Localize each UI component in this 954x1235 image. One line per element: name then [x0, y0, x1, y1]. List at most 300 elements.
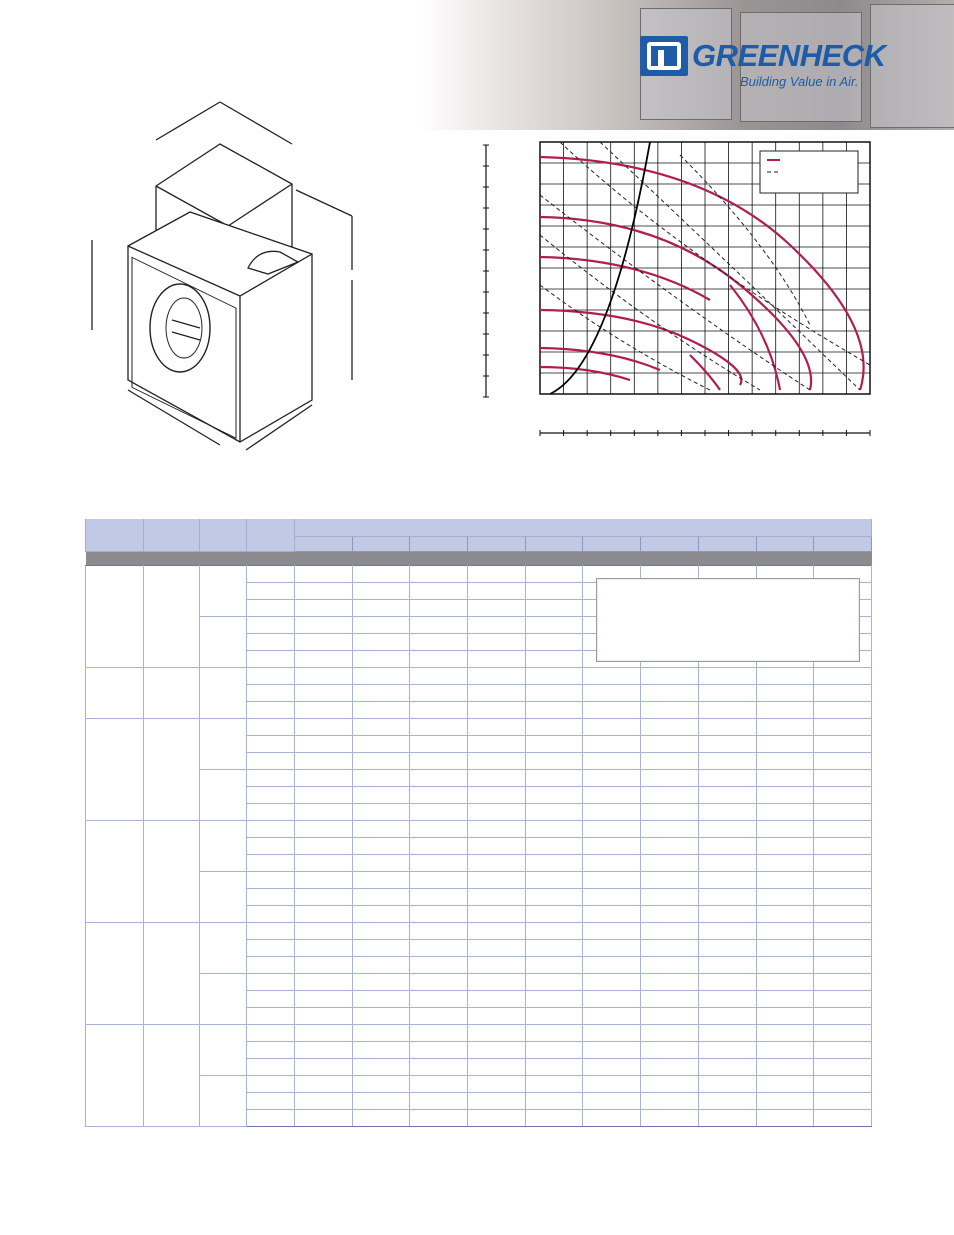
table-data-cell	[814, 906, 872, 923]
table-data-cell	[814, 1008, 872, 1025]
table-data-cell	[757, 974, 814, 991]
table-data-cell	[526, 719, 583, 736]
fan-curve	[730, 285, 780, 390]
table-data-cell	[526, 583, 583, 600]
table-subgroup-cell	[200, 872, 247, 923]
table-data-cell	[247, 872, 295, 889]
table-data-cell	[468, 583, 526, 600]
table-data-cell	[353, 1110, 410, 1127]
table-data-cell	[295, 1025, 353, 1042]
table-data-cell	[353, 974, 410, 991]
table-data-cell	[757, 1025, 814, 1042]
table-data-cell	[583, 1025, 641, 1042]
table-data-cell	[410, 889, 468, 906]
table-data-cell	[410, 940, 468, 957]
table-data-cell	[641, 974, 699, 991]
table-data-cell	[353, 668, 410, 685]
table-data-cell	[757, 770, 814, 787]
table-data-cell	[295, 855, 353, 872]
table-header-span-cell	[295, 519, 872, 537]
fan-curve	[540, 310, 741, 385]
table-data-cell	[247, 1008, 295, 1025]
table-data-cell	[699, 974, 757, 991]
table-data-cell	[757, 702, 814, 719]
table-data-cell	[641, 668, 699, 685]
table-data-cell	[353, 906, 410, 923]
table-data-cell	[757, 991, 814, 1008]
table-data-cell	[641, 736, 699, 753]
table-data-cell	[468, 1076, 526, 1093]
table-data-cell	[247, 566, 295, 583]
table-subgroup-cell	[200, 1076, 247, 1127]
fan-performance-curve-chart	[480, 135, 880, 440]
table-data-cell	[699, 668, 757, 685]
fan-curve	[540, 257, 710, 300]
table-row	[86, 821, 872, 838]
table-subgroup-cell	[200, 719, 247, 770]
table-data-cell	[468, 1042, 526, 1059]
table-subgroup-cell	[200, 1025, 247, 1076]
table-data-cell	[699, 753, 757, 770]
table-data-cell	[814, 889, 872, 906]
table-data-cell	[295, 906, 353, 923]
table-data-cell	[814, 685, 872, 702]
table-data-cell	[353, 889, 410, 906]
table-data-cell	[295, 617, 353, 634]
table-data-cell	[410, 1110, 468, 1127]
table-data-cell	[699, 1110, 757, 1127]
table-data-cell	[247, 1110, 295, 1127]
table-data-cell	[410, 753, 468, 770]
table-data-cell	[526, 753, 583, 770]
table-row	[86, 1025, 872, 1042]
table-data-cell	[247, 940, 295, 957]
table-data-cell	[814, 719, 872, 736]
table-data-cell	[814, 702, 872, 719]
table-data-cell	[583, 889, 641, 906]
table-data-cell	[699, 889, 757, 906]
table-data-cell	[757, 957, 814, 974]
table-data-cell	[410, 770, 468, 787]
table-data-cell	[410, 974, 468, 991]
table-data-cell	[410, 566, 468, 583]
table-row	[86, 974, 872, 991]
table-data-cell	[641, 1008, 699, 1025]
table-data-cell	[583, 753, 641, 770]
table-data-cell	[468, 651, 526, 668]
table-data-cell	[353, 821, 410, 838]
table-data-cell	[526, 889, 583, 906]
table-data-cell	[814, 736, 872, 753]
table-data-cell	[757, 1059, 814, 1076]
table-data-cell	[814, 855, 872, 872]
table-data-cell	[526, 617, 583, 634]
table-header-cell	[200, 519, 247, 552]
table-model-cell	[86, 1025, 144, 1127]
table-data-cell	[757, 685, 814, 702]
table-subheader-cell	[353, 537, 410, 552]
table-data-cell	[247, 583, 295, 600]
table-data-cell	[353, 804, 410, 821]
table-data-cell	[295, 651, 353, 668]
table-data-cell	[814, 923, 872, 940]
table-data-cell	[699, 838, 757, 855]
table-data-cell	[247, 753, 295, 770]
table-data-cell	[468, 668, 526, 685]
table-data-cell	[699, 1025, 757, 1042]
table-data-cell	[353, 634, 410, 651]
table-data-cell	[814, 787, 872, 804]
table-data-cell	[526, 1076, 583, 1093]
table-subheader-cell	[641, 537, 699, 552]
table-data-cell	[757, 719, 814, 736]
table-data-cell	[468, 821, 526, 838]
table-data-cell	[699, 855, 757, 872]
table-data-cell	[526, 566, 583, 583]
table-data-cell	[583, 821, 641, 838]
table-data-cell	[641, 1076, 699, 1093]
table-data-cell	[295, 974, 353, 991]
table-data-cell	[410, 600, 468, 617]
table-data-cell	[468, 566, 526, 583]
table-data-cell	[583, 838, 641, 855]
table-data-cell	[247, 821, 295, 838]
table-subgroup-cell	[200, 770, 247, 821]
table-data-cell	[247, 651, 295, 668]
table-data-cell	[295, 736, 353, 753]
table-data-cell	[583, 991, 641, 1008]
table-data-cell	[583, 1110, 641, 1127]
table-data-cell	[295, 1059, 353, 1076]
table-data-cell	[699, 804, 757, 821]
table-data-cell	[247, 991, 295, 1008]
table-size-cell	[144, 719, 200, 821]
table-data-cell	[583, 685, 641, 702]
table-data-cell	[247, 787, 295, 804]
table-data-cell	[814, 1110, 872, 1127]
table-data-cell	[699, 821, 757, 838]
table-data-cell	[526, 702, 583, 719]
table-data-cell	[699, 1042, 757, 1059]
table-data-cell	[247, 838, 295, 855]
table-data-cell	[641, 787, 699, 804]
table-size-cell	[144, 923, 200, 1025]
table-data-cell	[295, 923, 353, 940]
table-data-cell	[295, 889, 353, 906]
table-data-cell	[814, 770, 872, 787]
table-subheader-cell	[583, 537, 641, 552]
table-data-cell	[757, 906, 814, 923]
table-data-cell	[295, 991, 353, 1008]
table-data-cell	[699, 906, 757, 923]
table-data-cell	[526, 1025, 583, 1042]
table-data-cell	[641, 821, 699, 838]
table-subgroup-cell	[200, 821, 247, 872]
table-data-cell	[468, 753, 526, 770]
table-data-cell	[526, 923, 583, 940]
table-data-cell	[814, 957, 872, 974]
table-data-cell	[583, 804, 641, 821]
table-data-cell	[410, 634, 468, 651]
table-data-cell	[468, 974, 526, 991]
table-subheader-cell	[295, 537, 353, 552]
table-data-cell	[353, 872, 410, 889]
table-data-cell	[699, 787, 757, 804]
table-data-cell	[247, 1093, 295, 1110]
table-subheader-cell	[814, 537, 872, 552]
table-row	[86, 668, 872, 685]
table-data-cell	[295, 566, 353, 583]
table-data-cell	[757, 668, 814, 685]
table-data-cell	[583, 1059, 641, 1076]
table-header-cell	[247, 519, 295, 552]
table-data-cell	[295, 702, 353, 719]
table-data-cell	[526, 906, 583, 923]
chart-legend	[760, 151, 858, 193]
table-data-cell	[583, 1008, 641, 1025]
table-size-cell	[144, 821, 200, 923]
table-data-cell	[526, 957, 583, 974]
fan-unit-isometric-drawing	[80, 100, 370, 460]
table-data-cell	[583, 940, 641, 957]
table-data-cell	[353, 566, 410, 583]
table-data-cell	[410, 804, 468, 821]
table-subheader-cell	[468, 537, 526, 552]
table-data-cell	[757, 821, 814, 838]
table-data-cell	[353, 855, 410, 872]
table-data-cell	[468, 872, 526, 889]
table-data-cell	[247, 736, 295, 753]
table-data-cell	[641, 889, 699, 906]
table-data-cell	[295, 600, 353, 617]
table-data-cell	[468, 719, 526, 736]
table-data-cell	[814, 821, 872, 838]
table-data-cell	[699, 957, 757, 974]
table-row	[86, 719, 872, 736]
table-header-cell	[144, 519, 200, 552]
table-data-cell	[353, 770, 410, 787]
table-data-cell	[247, 634, 295, 651]
table-data-cell	[410, 583, 468, 600]
table-data-cell	[641, 872, 699, 889]
table-data-cell	[583, 736, 641, 753]
table-row	[86, 872, 872, 889]
table-data-cell	[699, 770, 757, 787]
table-data-cell	[526, 821, 583, 838]
table-data-cell	[526, 668, 583, 685]
table-data-cell	[468, 1008, 526, 1025]
table-data-cell	[295, 872, 353, 889]
table-data-cell	[295, 804, 353, 821]
table-data-cell	[583, 668, 641, 685]
table-row	[86, 770, 872, 787]
table-data-cell	[583, 974, 641, 991]
table-data-cell	[699, 872, 757, 889]
table-data-cell	[295, 583, 353, 600]
table-data-cell	[295, 1093, 353, 1110]
table-data-cell	[295, 753, 353, 770]
table-data-cell	[641, 770, 699, 787]
table-data-cell	[410, 651, 468, 668]
table-data-cell	[468, 940, 526, 957]
table-data-cell	[757, 855, 814, 872]
table-data-cell	[814, 1025, 872, 1042]
table-data-cell	[699, 702, 757, 719]
table-subgroup-cell	[200, 668, 247, 719]
table-model-cell	[86, 821, 144, 923]
table-data-cell	[583, 1042, 641, 1059]
table-data-cell	[814, 872, 872, 889]
table-data-cell	[468, 634, 526, 651]
table-data-cell	[757, 753, 814, 770]
table-data-cell	[814, 991, 872, 1008]
table-subgroup-cell	[200, 974, 247, 1025]
table-data-cell	[814, 753, 872, 770]
table-data-cell	[468, 957, 526, 974]
table-data-cell	[410, 855, 468, 872]
table-data-cell	[468, 991, 526, 1008]
table-data-cell	[526, 736, 583, 753]
table-data-cell	[526, 600, 583, 617]
table-note-box	[596, 578, 860, 662]
table-data-cell	[353, 719, 410, 736]
table-data-cell	[410, 1076, 468, 1093]
table-data-cell	[699, 991, 757, 1008]
table-model-cell	[86, 668, 144, 719]
table-data-cell	[410, 617, 468, 634]
table-data-cell	[410, 719, 468, 736]
table-data-cell	[247, 1076, 295, 1093]
table-data-cell	[410, 821, 468, 838]
table-data-cell	[526, 940, 583, 957]
table-data-cell	[468, 923, 526, 940]
table-subgroup-cell	[200, 617, 247, 668]
table-data-cell	[583, 719, 641, 736]
table-data-cell	[526, 1059, 583, 1076]
table-data-cell	[814, 974, 872, 991]
table-data-cell	[757, 940, 814, 957]
table-data-cell	[814, 668, 872, 685]
table-data-cell	[526, 838, 583, 855]
table-data-cell	[757, 804, 814, 821]
table-model-cell	[86, 566, 144, 668]
table-data-cell	[468, 1025, 526, 1042]
table-row	[86, 1076, 872, 1093]
table-data-cell	[699, 685, 757, 702]
table-data-cell	[295, 668, 353, 685]
table-data-cell	[641, 1059, 699, 1076]
fan-curve	[540, 367, 630, 380]
table-data-cell	[526, 685, 583, 702]
table-data-cell	[247, 1042, 295, 1059]
table-data-cell	[468, 787, 526, 804]
table-data-cell	[641, 957, 699, 974]
table-data-cell	[353, 617, 410, 634]
table-data-cell	[410, 736, 468, 753]
table-data-cell	[468, 736, 526, 753]
table-data-cell	[641, 1025, 699, 1042]
table-data-cell	[526, 991, 583, 1008]
table-data-cell	[353, 1025, 410, 1042]
table-data-cell	[410, 1093, 468, 1110]
table-data-cell	[641, 923, 699, 940]
table-data-cell	[757, 1042, 814, 1059]
table-data-cell	[468, 889, 526, 906]
table-data-cell	[295, 821, 353, 838]
table-data-cell	[353, 702, 410, 719]
table-data-cell	[353, 685, 410, 702]
table-data-cell	[295, 685, 353, 702]
table-data-cell	[468, 702, 526, 719]
table-data-cell	[757, 1093, 814, 1110]
table-data-cell	[641, 702, 699, 719]
table-data-cell	[353, 957, 410, 974]
table-data-cell	[468, 906, 526, 923]
table-data-cell	[410, 1059, 468, 1076]
table-data-cell	[526, 1110, 583, 1127]
table-data-cell	[641, 1093, 699, 1110]
table-data-cell	[583, 872, 641, 889]
table-data-cell	[526, 872, 583, 889]
table-data-cell	[353, 991, 410, 1008]
table-data-cell	[526, 855, 583, 872]
table-data-cell	[468, 600, 526, 617]
table-data-cell	[583, 770, 641, 787]
table-data-cell	[468, 1093, 526, 1110]
table-data-cell	[410, 838, 468, 855]
table-data-cell	[757, 736, 814, 753]
table-data-cell	[814, 1059, 872, 1076]
greenheck-logo-icon	[640, 36, 688, 76]
table-data-cell	[353, 1076, 410, 1093]
table-data-cell	[247, 1059, 295, 1076]
table-data-cell	[353, 651, 410, 668]
table-data-cell	[641, 753, 699, 770]
table-data-cell	[353, 753, 410, 770]
table-data-cell	[247, 804, 295, 821]
table-data-cell	[699, 736, 757, 753]
table-data-cell	[641, 1110, 699, 1127]
table-data-cell	[410, 872, 468, 889]
table-data-cell	[526, 787, 583, 804]
table-data-cell	[641, 804, 699, 821]
table-data-cell	[247, 668, 295, 685]
table-data-cell	[814, 1093, 872, 1110]
table-data-cell	[641, 906, 699, 923]
table-data-cell	[583, 1076, 641, 1093]
table-data-cell	[468, 770, 526, 787]
table-data-cell	[468, 1110, 526, 1127]
table-data-cell	[526, 770, 583, 787]
table-data-cell	[295, 719, 353, 736]
table-header-cell	[86, 519, 144, 552]
table-data-cell	[247, 1025, 295, 1042]
table-data-cell	[353, 736, 410, 753]
table-data-cell	[583, 702, 641, 719]
table-data-cell	[410, 685, 468, 702]
table-data-cell	[247, 617, 295, 634]
table-section-band	[86, 552, 872, 566]
table-data-cell	[814, 1076, 872, 1093]
table-data-cell	[526, 1042, 583, 1059]
table-data-cell	[641, 685, 699, 702]
table-data-cell	[641, 838, 699, 855]
table-data-cell	[699, 940, 757, 957]
table-data-cell	[814, 838, 872, 855]
table-data-cell	[247, 719, 295, 736]
table-data-cell	[247, 889, 295, 906]
table-header-row	[86, 519, 872, 537]
